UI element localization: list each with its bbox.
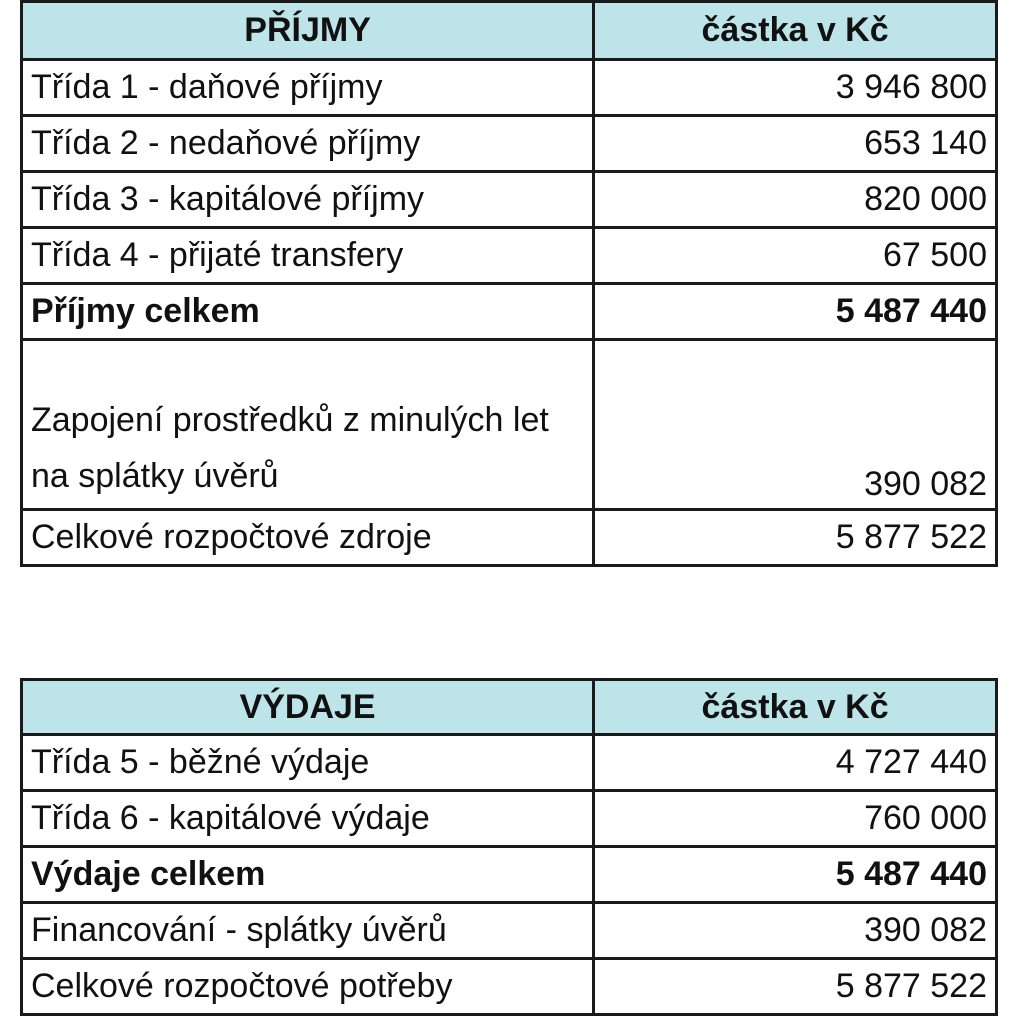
income-header-row [22,2,997,60]
income-header-label: PŘÍJMY [22,2,594,60]
expense-row-label: Třída 5 - běžné výdaje [22,735,594,791]
income-row [22,60,997,116]
income-row-amount: 653 140 [594,116,997,172]
expense-row [22,735,997,791]
income-total-amount: 5 487 440 [594,284,997,340]
income-row-label: Zapojení prostředků z minulých let na splátky úvěrů [22,340,594,510]
income-sources-total-amount: 5 877 522 [594,510,997,566]
expense-row [22,903,997,959]
expense-header-amount: částka v Kč [594,680,997,735]
expense-needs-total-row [22,959,997,1015]
expense-row-amount: 4 727 440 [594,735,997,791]
income-row-amount: 67 500 [594,228,997,284]
expense-row-amount: 760 000 [594,791,997,847]
income-row [22,228,997,284]
income-row [22,172,997,228]
expense-row-label: Třída 6 - kapitálové výdaje [22,791,594,847]
expense-needs-total-label: Celkové rozpočtové potřeby [22,959,594,1015]
expense-total-row [22,847,997,903]
expense-row [22,791,997,847]
income-sources-total-row [22,510,997,566]
income-table [20,0,998,567]
expense-table [20,678,998,1016]
income-total-row [22,284,997,340]
income-row-amount: 390 082 [594,340,997,510]
income-total-label: Příjmy celkem [22,284,594,340]
expense-row-label: Financování - splátky úvěrů [22,903,594,959]
expense-total-amount: 5 487 440 [594,847,997,903]
income-sources-total-label: Celkové rozpočtové zdroje [22,510,594,566]
expense-header-row [22,680,997,735]
income-row-label: Třída 3 - kapitálové příjmy [22,172,594,228]
income-row-label: Třída 2 - nedaňové příjmy [22,116,594,172]
expense-header-label: VÝDAJE [22,680,594,735]
expense-needs-total-amount: 5 877 522 [594,959,997,1015]
income-row-label: Třída 4 - přijaté transfery [22,228,594,284]
income-row-label: Třída 1 - daňové příjmy [22,60,594,116]
expense-row-amount: 390 082 [594,903,997,959]
income-header-amount: částka v Kč [594,2,997,60]
income-row [22,340,997,510]
expense-total-label: Výdaje celkem [22,847,594,903]
income-row-amount: 820 000 [594,172,997,228]
income-row-amount: 3 946 800 [594,60,997,116]
income-row [22,116,997,172]
